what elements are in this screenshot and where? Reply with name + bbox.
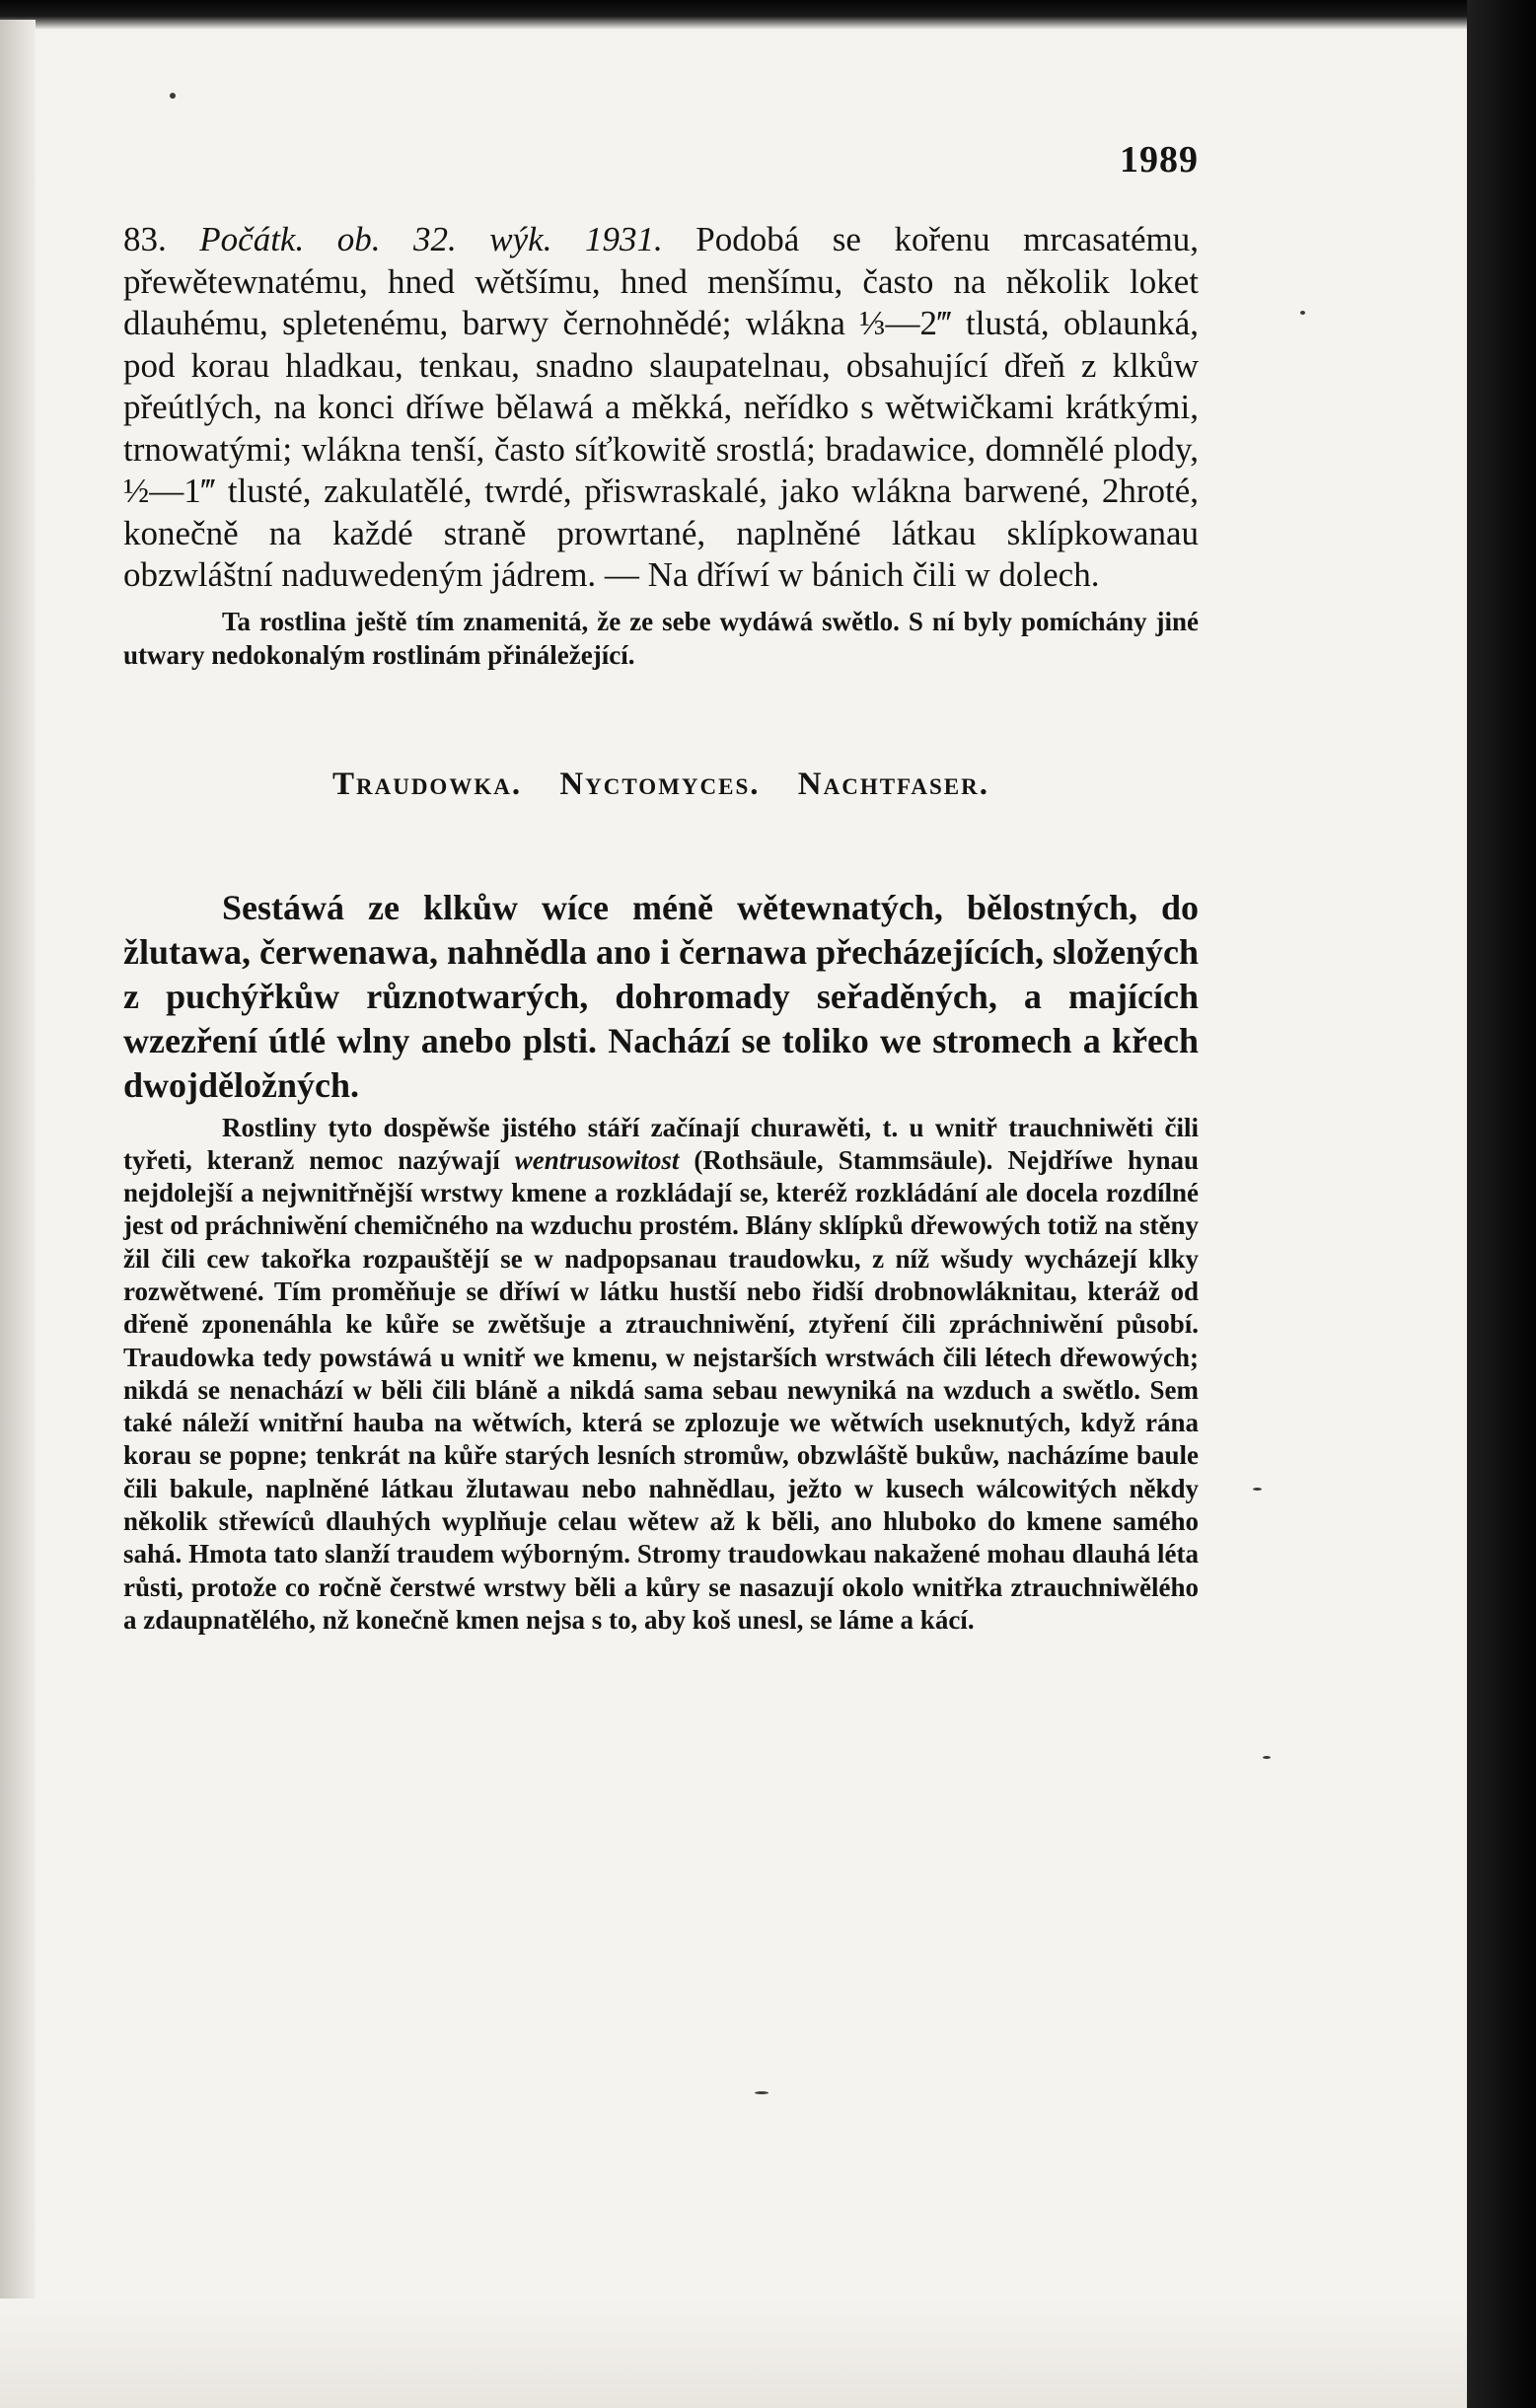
ink-speck [755,2091,768,2094]
heading-german: Nachtfaser. [797,766,989,802]
ink-speck [1253,1488,1262,1491]
entry-number: 83. [123,220,167,258]
scan-top-border [0,0,1536,30]
page-body [123,219,1199,1637]
entry-reference: Počátk. ob. 32. wýk. 1931. [199,220,663,258]
note-text-rest: (Rothsäule, Stammsäule). Nejdříwe hynau nejdolejší a nejwnitřnější wrstwy kmene a rozkládají se, kteréž rozkládání ale docela rozdílné jest od práchniwění chemičného na wzduchu prostém. Blány sklípků dřewowých totiž na stěny žil čili cew takořka rozpauštějí se w nadpopsanau traudowku, z níž wšudy wycházejí klky rozwětwené. Tím proměňuje se dříwí w látku hustší nebo řidší drobnowláknitau, kteráž od dřeně zponenáhla ke kůře se zwětšuje a ztrauchniwění, ztyření čili zpráchniwění působí. Traudowka tedy powstáwá u wnitř we kmenu, w nejstarších wrstwách čili létech dřewowých; nikdá se nenachází w běli čili bláně a nikdá sama sebau newyniká na wzduch a swětlo. Sem také náleží wnitřní hauba na wětwích, která se zplozuje we wětwích useknutých, když rána korau se popne; tenkrát na kůře starých lesních stromůw, obzwláště bukůw, nacházíme baule čili bakule, naplněné látkau žlutawau nebo nahnědlau, ježto w kusech wálcowitých někdy několik střewíců dlauhých wyplňuje celau wětew až k běli, ano hluboko do kmene samého sahá. Hmota tato slanží traudem wýborným. Stromy traudowkau nakažené mohau dlauhá léta růsti, protože co ročně čerstwé wrstwy běli a kůry se nasazují okolo wnitřka ztrauchniwělého a zdaupnatělého, nž konečně kmen nejsa s to, aby koš unesl, se láme a kácí. [123,1144,1200,1635]
entry-note: Ta rostlina ještě tím znamenitá, že ze sebe wydáwá swětlo. S ní byly pomíchány jiné utwary nedokonalým rostlinám přináležející. [123,606,1199,670]
note-term: wentrusowitost [514,1144,680,1175]
entry-paragraph [123,219,1199,597]
ink-speck [1300,311,1305,315]
heading-czech: Traudowka. [331,766,523,802]
scan-right-border [1467,0,1536,2408]
section-description: Sestáwá ze klkůw wíce méně wětewnatých, bělostných, do žlutawa, čerwenawa, nahnědla ano i černawa přecházejících, složených z puchýřkůw různotwarých, dohromady seřaděných, a majících wzezření útlé wlny anebo plsti. Nachází se toliko we stromech a křech dwojděložných. [123,887,1199,1105]
note-text-start: Rostliny tyto dospěwše jistého stáří začínají churawěti, t. u wnitř trauchniwěti čili tyřeti, kteranž nemoc nazýwají [123,1112,1199,1175]
entry-description: Podobá se kořenu mrcasatému, přewětewnatému, hned wětšímu, hned menšímu, často na několik loket dlauhému, spletenému, barwy černohnědé; wlákna ⅓—2‴ tlustá, oblaunká, pod korau hladkau, tenkau, snadno slaupatelnau, obsahující dřeň z klkůw přeútlých, na konci dříwe bělawá a měkká, neřídko s wětwičkami krátkými, trnowatými; wlákna tenší, často síťkowitě srostlá; bradawice, domnělé plody, ½—1‴ tlusté, zakulatělé, twrdé, přiswraskalé, jako wlákna barwené, 2hroté, konečně na každé straně prowrtané, naplněné látkau sklípkowanau obzwláštní naduwedeným jádrem. — Na dříwí w bánich čili w dolech. [123,220,1200,594]
section-note [123,1112,1199,1638]
section-heading [123,766,1199,803]
scan-bottom-shade [0,2299,1467,2408]
page-number: 1989 [1120,139,1199,181]
heading-latin: Nyctomyces. [559,766,761,802]
ink-speck [1263,1756,1271,1759]
ink-speck [170,93,176,99]
scan-left-shadow [0,20,36,2408]
